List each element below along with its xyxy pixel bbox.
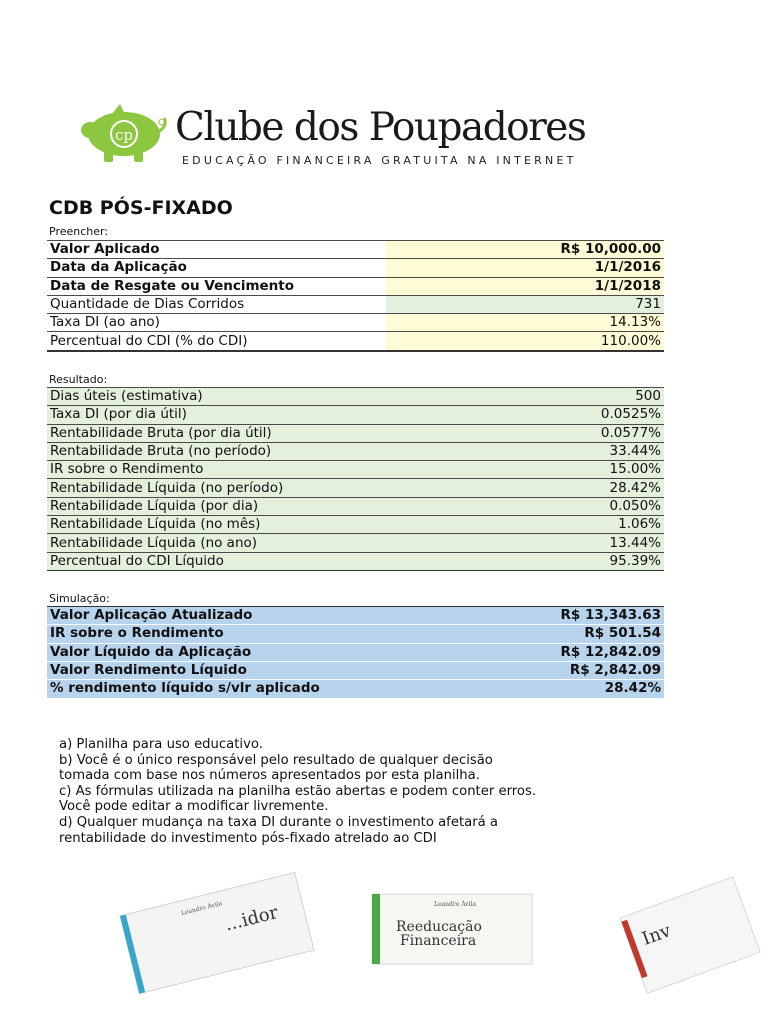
dias-corridos-value: 731 [386,295,664,313]
row-value: 1.06% [356,516,665,534]
disclaimer-notes [59,737,539,846]
table-row [47,442,664,460]
piggy-bank-icon [78,104,170,164]
results-section-label: Resultado: [49,373,108,386]
table-row [47,277,664,295]
row-label: Data da Aplicação [47,259,386,277]
row-label: Valor Líquido da Aplicação [47,643,356,661]
row-value: 28.42% [356,680,665,698]
row-label: Rentabilidade Líquida (no período) [47,479,356,497]
row-value: 13.44% [356,534,665,552]
brand-name: Clube dos Poupadores [175,105,586,150]
taxa-di-input[interactable]: 14.13% [386,314,664,332]
results-table [47,387,664,571]
row-label: Quantidade de Dias Corridos [47,295,386,313]
table-row [47,643,664,661]
data-aplicacao-input[interactable]: 1/1/2016 [386,259,664,277]
simulation-section-label: Simulação: [49,592,110,605]
row-value: 500 [356,388,665,406]
row-label: Data de Resgate ou Vencimento [47,277,386,295]
right-book-title: Inv [639,920,674,950]
row-label: Valor Aplicação Atualizado [47,607,356,625]
row-label: IR sobre o Rendimento [47,461,356,479]
row-value: 0.0577% [356,424,665,442]
row-label: Rentabilidade Bruta (por dia útil) [47,424,356,442]
table-row [47,552,664,570]
note-item: b) Você é o único responsável pelo resultado de qualquer decisão tomada com base nos números apresentados por esta planilha. [59,752,493,784]
row-label: Rentabilidade Líquida (no mês) [47,516,356,534]
table-row [47,680,664,698]
row-label: Rentabilidade Líquida (no ano) [47,534,356,552]
row-label: Valor Aplicado [47,241,386,259]
valor-aplicado-input[interactable]: R$ 10,000.00 [386,241,664,259]
data-resgate-input[interactable]: 1/1/2018 [386,277,664,295]
middle-book-title-2: Financeira [400,933,477,949]
row-value: R$ 2,842.09 [356,661,665,679]
table-row [47,406,664,424]
book-cover-right [620,877,760,993]
book-cover-left [120,872,314,993]
table-row [47,607,664,625]
middle-book-title-1: Reeducação [396,919,482,935]
row-label: Percentual do CDI (% do CDI) [47,332,386,351]
table-row [47,479,664,497]
table-row [47,461,664,479]
inputs-section-label: Preencher: [49,225,109,238]
row-label: Percentual do CDI Líquido [47,552,356,570]
table-row [47,625,664,643]
note-item: a) Planilha para uso educativo. [59,737,263,752]
table-row [47,314,664,332]
book-cover-middle [372,894,532,964]
percentual-cdi-input[interactable]: 110.00% [386,332,664,351]
row-value: 0.050% [356,497,665,515]
table-row [47,241,664,259]
left-book-title: ...idor [222,902,281,936]
row-label: Taxa DI (ao ano) [47,314,386,332]
table-row [47,516,664,534]
row-value: R$ 13,343.63 [356,607,665,625]
row-label: Rentabilidade Líquida (por dia) [47,497,356,515]
row-label: Taxa DI (por dia útil) [47,406,356,424]
row-label: Dias úteis (estimativa) [47,388,356,406]
table-row [47,534,664,552]
left-book-author: Leandro Ávila [180,900,223,918]
middle-book-author: Leandro Ávila [434,901,477,908]
row-value: 0.0525% [356,406,665,424]
brand-tagline: EDUCAÇÃO FINANCEIRA GRATUITA NA INTERNET [182,154,577,167]
table-row [47,332,664,351]
table-row [47,295,664,313]
row-value: 33.44% [356,442,665,460]
page-title: CDB PÓS-FIXADO [49,197,233,219]
row-label: % rendimento líquido s/vlr aplicado [47,680,356,698]
row-value: 28.42% [356,479,665,497]
table-row [47,259,664,277]
table-row [47,497,664,515]
note-item: c) As fórmulas utilizada na planilha estão abertas e podem conter erros. Você pode editar a modificar livremente. [59,783,537,815]
row-value: R$ 12,842.09 [356,643,665,661]
row-value: 95.39% [356,552,665,570]
note-item: d) Qualquer mudança na taxa DI durante o investimento afetará a rentabilidade do investimento pós-fixado atrelado ao CDI [59,814,498,846]
table-row [47,424,664,442]
row-value: R$ 501.54 [356,625,665,643]
inputs-table [47,240,664,352]
simulation-table [47,606,664,698]
logo-mark-text: cp [114,126,134,144]
row-label: IR sobre o Rendimento [47,625,356,643]
row-label: Rentabilidade Bruta (no período) [47,442,356,460]
table-row [47,388,664,406]
table-row [47,661,664,679]
row-label: Valor Rendimento Líquido [47,661,356,679]
clube-dos-poupadores-logo [78,104,586,170]
row-value: 15.00% [356,461,665,479]
book-covers-image [100,888,674,954]
